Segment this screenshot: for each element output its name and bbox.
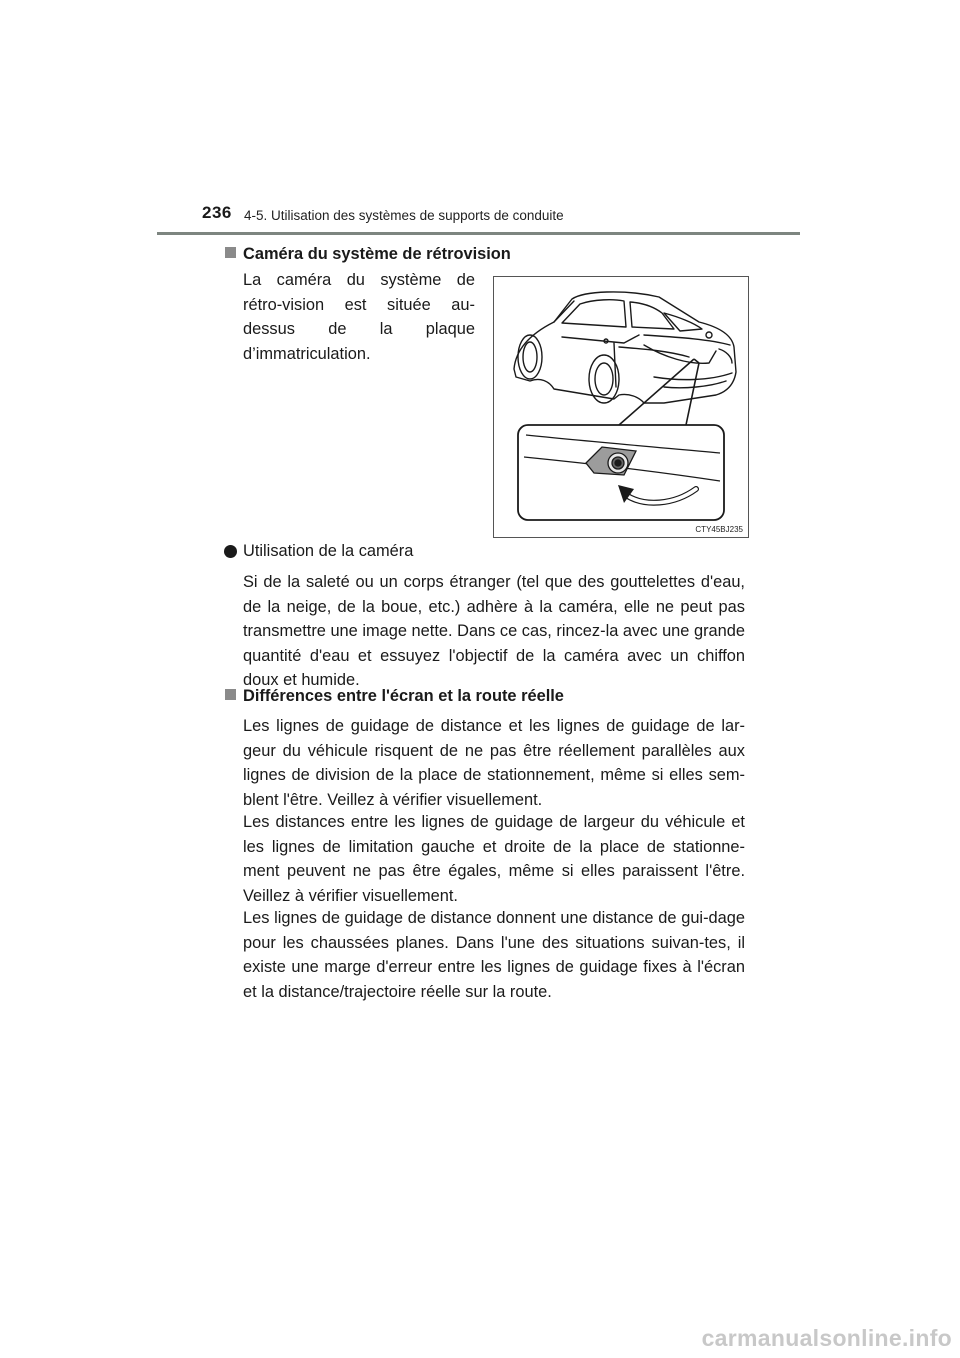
section-title: 4-5. Utilisation des systèmes de supports de conduite (244, 208, 564, 223)
differences-section-heading: Différences entre l'écran et la route réelle (243, 687, 564, 705)
differences-paragraph-2: Les distances entre les lignes de guidage de largeur du véhicule et les lignes de limitation gauche et droite de la place de stationne-ment peuvent ne pas être égales, même si elles paraissent l'être. Veillez à vérifier visuellement. (243, 813, 745, 905)
header-divider (157, 232, 800, 235)
rear-camera-illustration (493, 276, 749, 538)
differences-paragraph-3: Les lignes de guidage de distance donnent une distance de gui-dage pour les chaussées planes. Dans l'une des situations suivan-tes, il existe une marge d'erreur entre les lignes de guidage fixes à l'écran et la distance/trajectoire réelle sur la route. (243, 909, 745, 1001)
camera-section-heading: Caméra du système de rétrovision (243, 245, 511, 263)
usage-section-text: Si de la saleté ou un corps étranger (tel que des gouttelettes d'eau, de la neige, de la boue, etc.) adhère à la caméra, elle ne peut pas transmettre une image nette. Dans ce cas, rincez-la avec une grande quantité d'eau et essuyez l'objectif de la caméra avec un chiffon doux et humide. (243, 573, 746, 690)
figure-code: CTY45BJ235 (695, 525, 743, 534)
usage-section-heading: Utilisation de la caméra (243, 542, 414, 560)
differences-paragraph-1: Les lignes de guidage de distance et les lignes de guidage de lar-geur du véhicule risquent de ne pas être réellement parallèles aux lignes de division de la place de stationnement, même si elles sem-blent l'être. Veillez à vérifier visuellement. (243, 717, 745, 809)
section-square-marker (225, 689, 236, 700)
page-number: 236 (202, 203, 232, 222)
section-square-marker (225, 247, 236, 258)
bullet-marker (224, 545, 237, 558)
watermark-text: carmanualsonline.info (701, 1325, 952, 1351)
camera-section-text: La caméra du système de rétro-vision est située au-dessus de la plaque d’immatriculation. (243, 271, 475, 363)
car-camera-drawing (494, 277, 750, 539)
